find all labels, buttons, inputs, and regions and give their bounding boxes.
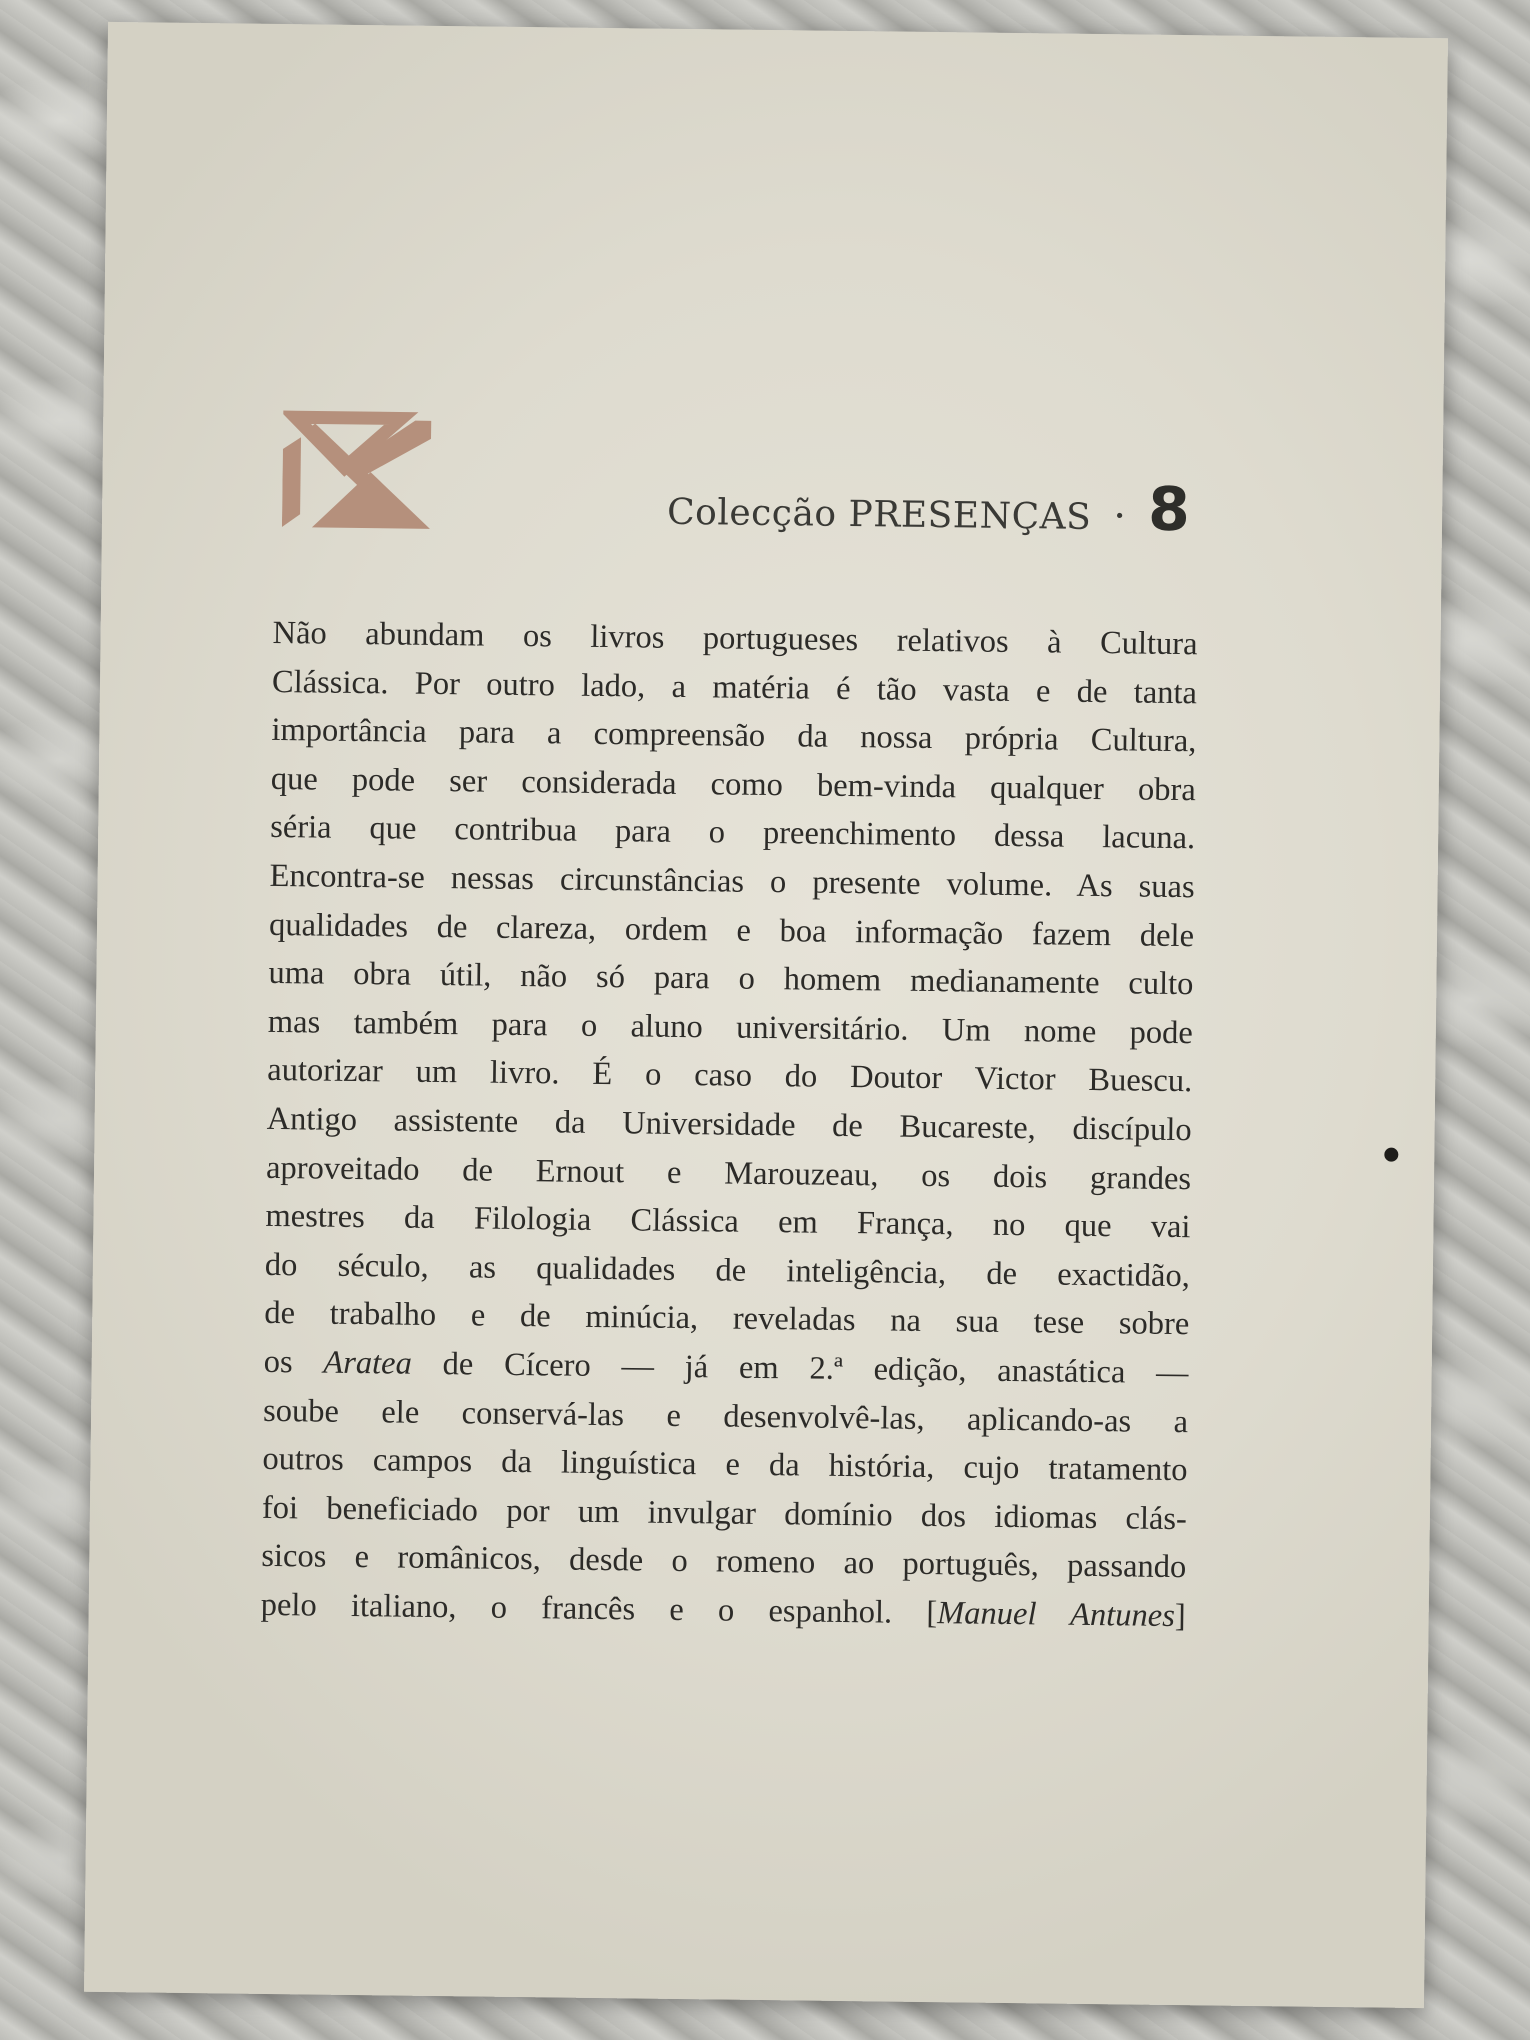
collection-label: Colecção PRESENÇAS	[666, 491, 1092, 538]
blurb-line: Antigo assistente da Universidade de Bucareste, discípulo	[266, 1100, 1192, 1149]
attribution-close-bracket: ]	[1174, 1597, 1186, 1635]
last-line-text: pelo italiano, o francês e o espanhol.	[260, 1586, 893, 1631]
blurb-line: outros campos da linguística e da história, cujo tratamento	[262, 1440, 1188, 1489]
blurb-line: mestres da Filologia Clássica em França, no que vai	[265, 1198, 1191, 1246]
blurb-line: que pode ser considerada como bem-vinda qualquer obra	[270, 760, 1197, 809]
publisher-logo-icon	[282, 409, 434, 536]
collection-header	[667, 469, 1190, 545]
aratea-after: de Cícero — já em 2.ª edição, anastática —	[411, 1345, 1189, 1392]
blurb-line: foi beneficiado por um invulgar domínio dos idiomas clás-	[261, 1489, 1188, 1537]
blurb-text	[260, 609, 1197, 1641]
blurb-line: uma obra útil, não só para o homem medianamente culto	[268, 955, 1194, 1003]
blurb-last-line	[260, 1581, 1186, 1641]
aratea-title: Aratea	[323, 1344, 413, 1382]
blurb-line: Não abundam os livros portugueses relativos à Cultura	[272, 614, 1198, 663]
attribution-author: Manuel Antunes	[937, 1595, 1176, 1634]
book-back-cover	[84, 22, 1448, 2008]
blurb-line: do século, as qualidades de inteligência, de exactidão,	[264, 1246, 1191, 1294]
blurb-line: sicos e românicos, desde o romeno ao português, passando	[261, 1538, 1187, 1586]
blurb-line: autorizar um livro. É o caso do Doutor Victor Buescu.	[267, 1052, 1193, 1100]
collection-number: 8	[1147, 474, 1191, 546]
blurb-line: Clássica. Por outro lado, a matéria é tão vasta e de tanta	[271, 663, 1198, 711]
aratea-before: os	[263, 1343, 324, 1381]
collection-separator: ·	[1113, 493, 1127, 540]
blurb-line: mas também para o aluno universitário. Um nome pode	[267, 1003, 1194, 1051]
attribution	[926, 1595, 1186, 1634]
blurb-line: Encontra-se nessas circunstâncias o presente volume. As suas	[269, 857, 1195, 906]
blurb-line: aproveitado de Ernout e Marouzeau, os dois grandes	[265, 1149, 1192, 1197]
blurb-line: importância para a compreensão da nossa própria Cultura,	[271, 712, 1197, 760]
blurb-line: qualidades de clareza, ordem e boa informação fazem dele	[268, 906, 1195, 954]
attribution-open-bracket: [	[926, 1594, 938, 1632]
blurb-line: de trabalho e de minúcia, reveladas na sua tese sobre	[264, 1295, 1190, 1343]
ink-spot	[1384, 1148, 1398, 1162]
logo-left-chevron	[282, 437, 301, 527]
blurb-line: séria que contribua para o preenchimento dessa lacuna.	[270, 809, 1196, 857]
blurb-line: soube ele conservá-las e desenvolvê-las, aplicando-as a	[262, 1392, 1189, 1440]
